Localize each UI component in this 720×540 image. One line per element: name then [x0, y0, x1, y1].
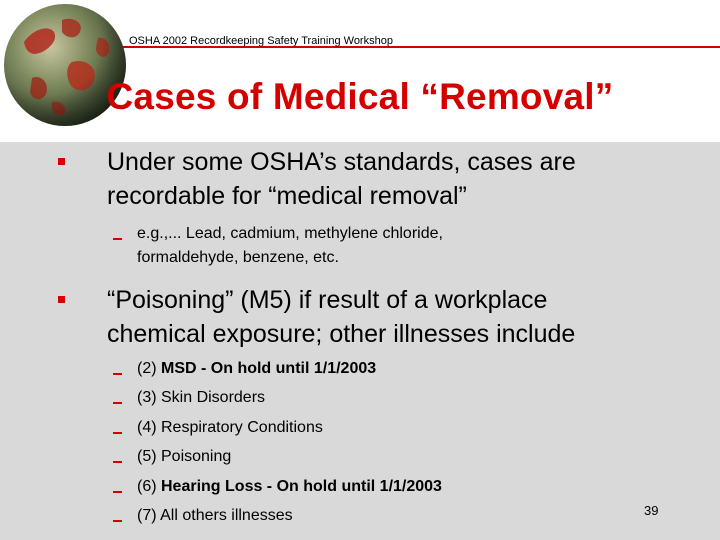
bullet-line: recordable for “medical removal”: [107, 182, 467, 210]
dash-bullet-icon: [113, 432, 122, 434]
dash-bullet-icon: [113, 402, 122, 404]
sub-bullet-prefix: (3) Skin Disorders: [137, 389, 266, 406]
sub-bullet-item: [137, 475, 657, 499]
bullet-text: [107, 145, 667, 213]
sub-bullet-item: [137, 357, 657, 381]
sub-bullet-prefix: (7) All others illnesses: [137, 507, 293, 524]
sub-bullet-item: [137, 504, 657, 528]
bullet-line: Under some OSHA’s standards, cases are: [107, 148, 576, 176]
sub-bullet-bold: MSD - On hold until 1/1/2003: [161, 360, 377, 377]
sub-bullet-bold: Hearing Loss - On hold until 1/1/2003: [161, 478, 442, 495]
dash-bullet-icon: [113, 238, 122, 240]
bullet-line: “Poisoning” (M5) if result of a workplace: [107, 286, 548, 314]
dash-bullet-icon: [113, 520, 122, 522]
sub-bullet-item: [137, 416, 657, 440]
page-number: 39: [644, 503, 659, 518]
sub-bullet-prefix: (2): [137, 360, 161, 377]
sub-bullet-prefix: (5) Poisoning: [137, 448, 232, 465]
bullet-line: chemical exposure; other illnesses include: [107, 320, 576, 348]
sub-bullet-line: e.g.,... Lead, cadmium, methylene chloride,: [137, 225, 443, 242]
square-bullet-icon: [58, 296, 65, 303]
sub-bullet-item: [137, 386, 657, 410]
workshop-title: OSHA 2002 Recordkeeping Safety Training Workshop: [129, 35, 393, 47]
dash-bullet-icon: [113, 491, 122, 493]
bullet-text: [107, 283, 667, 351]
sub-bullet-line: formaldehyde, benzene, etc.: [137, 249, 339, 266]
sub-bullet-prefix: (6): [137, 478, 161, 495]
sub-bullet-item: [137, 445, 657, 469]
dash-bullet-icon: [113, 373, 122, 375]
square-bullet-icon: [58, 158, 65, 165]
sub-bullet-text: [137, 222, 657, 270]
slide-title: Cases of Medical “Removal”: [106, 76, 614, 117]
dash-bullet-icon: [113, 461, 122, 463]
sub-bullet-prefix: (4) Respiratory Conditions: [137, 419, 323, 436]
